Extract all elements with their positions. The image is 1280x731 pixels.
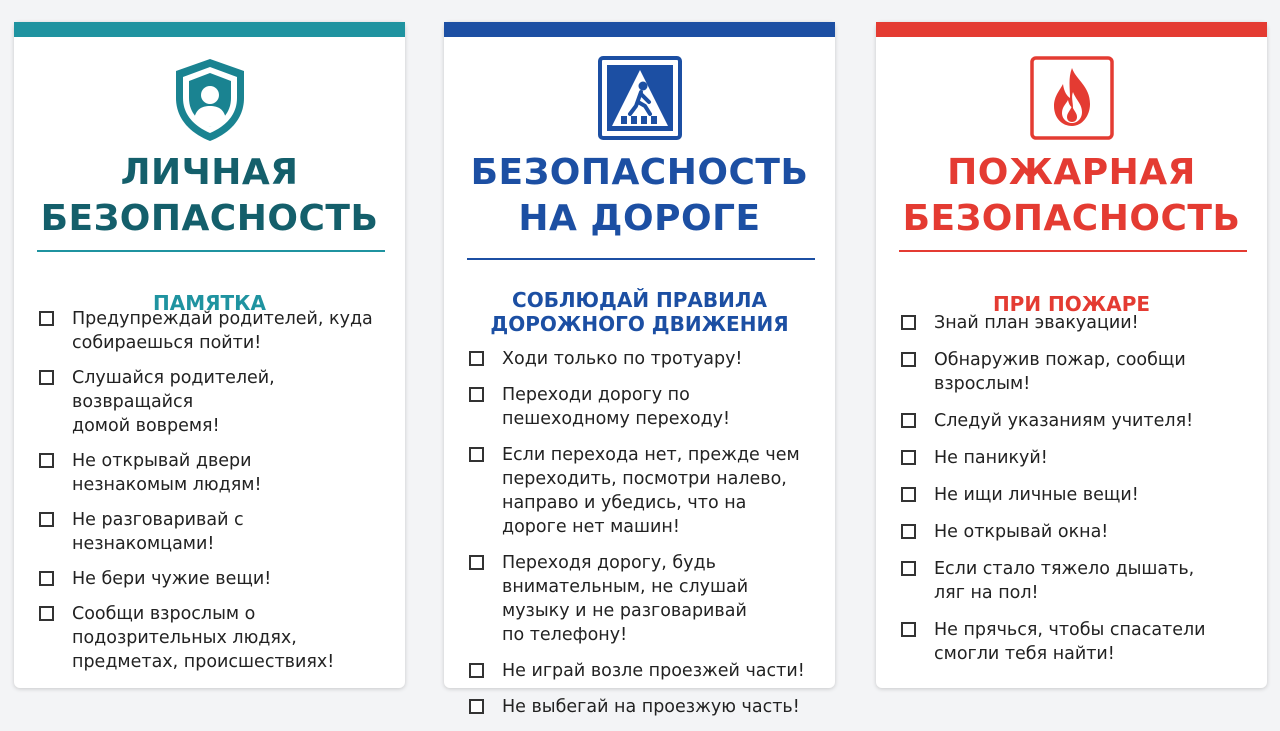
checkbox[interactable] [469,351,484,366]
checklist-item-text: Ходи только по тротуару! [502,349,743,369]
checkbox[interactable] [901,315,916,330]
checklist-item-text: Не разговаривай с незнакомцами! [72,510,244,554]
fire-icon [1030,56,1114,140]
checklist-item-text: Не выбегай на проезжую часть! [502,697,800,717]
checklist [901,311,1253,679]
checkbox[interactable] [39,370,54,385]
checklist-item [469,695,821,719]
checklist-item-text: Предупреждай родителей, куда собираешься пойти! [72,309,373,353]
card-road-safety [444,22,835,717]
checklist-item-text: Слушайся родителей, возвращайся домой вовремя! [72,368,275,436]
pedestrian-crossing-icon [598,56,682,140]
checklist-item-text: Не прячься, чтобы спасатели смогли тебя найти! [934,620,1206,664]
checklist-item-text: Переходи дорогу по пешеходному переходу! [502,385,731,429]
checkbox[interactable] [39,311,54,326]
checkbox[interactable] [901,487,916,502]
card-accent-bar [876,22,1267,37]
checklist-item-text: Не паникуй! [934,448,1048,468]
divider [467,258,815,260]
card-accent-bar [444,22,835,37]
checklist-item [901,348,1253,396]
checklist-item [39,602,391,674]
card-subtitle: ПРИ ПОЖАРЕ [992,292,1151,316]
checkbox[interactable] [901,413,916,428]
checklist-item [901,311,1253,335]
checklist-item [901,446,1253,470]
checklist-item [901,520,1253,544]
checkbox[interactable] [39,571,54,586]
checklist-item [39,508,391,556]
divider [899,250,1247,252]
checklist-item [901,618,1253,666]
card-subtitle: СОБЛЮДАЙ ПРАВИЛА ДОРОЖНОГО ДВИЖЕНИЯ [490,288,789,336]
checklist-item [469,443,821,539]
checklist-item-text: Не открывай двери незнакомым людям! [72,451,262,495]
checklist-item-text: Переходя дорогу, будь внимательным, не слушай музыку и не разговаривай по телефону! [502,553,749,645]
checkbox[interactable] [469,663,484,678]
checkbox[interactable] [901,561,916,576]
checklist-item [39,366,391,438]
checklist-item [39,567,391,591]
card-accent-bar [14,22,405,37]
checklist [469,347,821,731]
checkbox[interactable] [901,622,916,637]
checklist-item-text: Не бери чужие вещи! [72,569,272,589]
checklist-item-text: Обнаружив пожар, сообщи взрослым! [934,350,1186,394]
card-subtitle: ПАМЯТКА [153,291,266,315]
checklist-item-text: Если перехода нет, прежде чем переходить, посмотри налево, направо и убедись, что на дороге нет машин! [502,445,800,537]
checkbox[interactable] [901,450,916,465]
checkbox[interactable] [469,699,484,714]
checklist-item [901,409,1253,433]
card-title: БЕЗОПАСНОСТЬ НА ДОРОГЕ [470,152,809,239]
checklist-item [901,557,1253,605]
checkbox[interactable] [901,352,916,367]
checklist-item-text: Не ищи личные вещи! [934,485,1139,505]
checkbox[interactable] [469,387,484,402]
checklist-item [469,383,821,431]
shield-person-icon [172,56,248,144]
checklist-item-text: Сообщи взрослым о подозрительных людях, предметах, происшествиях! [72,604,335,672]
checklist-item-text: Знай план эвакуации! [934,313,1139,333]
checklist-item [39,307,391,355]
checklist-item [39,449,391,497]
checkbox[interactable] [39,606,54,621]
checklist-item [469,551,821,647]
checklist-item [469,347,821,371]
checkbox[interactable] [901,524,916,539]
checklist-item-text: Не открывай окна! [934,522,1109,542]
checkbox[interactable] [39,453,54,468]
checklist-item-text: Если стало тяжело дышать, ляг на пол! [934,559,1195,603]
checklist-item-text: Следуй указаниям учителя! [934,411,1194,431]
card-title: ЛИЧНАЯ БЕЗОПАСНОСТЬ [40,152,379,239]
checklist-item [469,659,821,683]
checklist-item [901,483,1253,507]
checkbox[interactable] [469,447,484,462]
checkbox[interactable] [469,555,484,570]
card-title: ПОЖАРНАЯ БЕЗОПАСНОСТЬ [902,152,1241,239]
checkbox[interactable] [39,512,54,527]
checklist [39,307,391,685]
divider [37,250,385,252]
checklist-item-text: Не играй возле проезжей части! [502,661,805,681]
card-fire-safety [876,22,1267,688]
card-personal-safety [14,22,405,688]
